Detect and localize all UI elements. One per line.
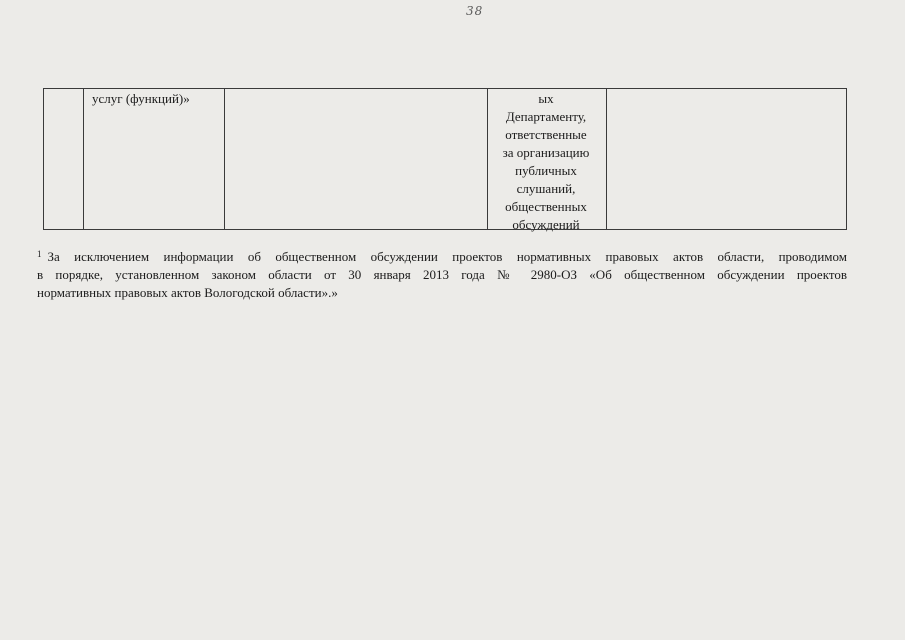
service-cell: услуг (функций)» <box>92 91 190 106</box>
footnote-line <box>37 248 847 266</box>
page-number: 38 <box>466 4 484 18</box>
responsible-line: за организацию <box>502 145 590 160</box>
footnote-mark: 1 <box>37 249 42 259</box>
column-divider <box>224 89 225 229</box>
footnote <box>37 248 847 302</box>
responsible-line: ых <box>538 91 554 106</box>
responsible-line: слушаний, <box>516 181 576 196</box>
footnote-line: в порядке, установленном законом области от 30 января 2013 года № 2980-ОЗ «Об общественном обсуждении проектов <box>37 267 847 282</box>
responsible-line: общественных <box>505 199 587 214</box>
responsible-line: Департаменту, <box>505 109 587 124</box>
responsible-cell <box>488 90 604 234</box>
column-divider <box>606 89 607 229</box>
continuation-table <box>43 88 847 230</box>
responsible-line: ответственные <box>505 127 587 142</box>
footnote-line: нормативных правовых актов Вологодской области».» <box>37 285 338 300</box>
footnote-text: За исключением информации об общественном обсуждении проектов нормативных правовых актов области, проводимом <box>47 249 847 264</box>
column-divider <box>83 89 84 229</box>
responsible-line: публичных <box>515 163 577 178</box>
responsible-line: обсуждений <box>512 217 580 232</box>
